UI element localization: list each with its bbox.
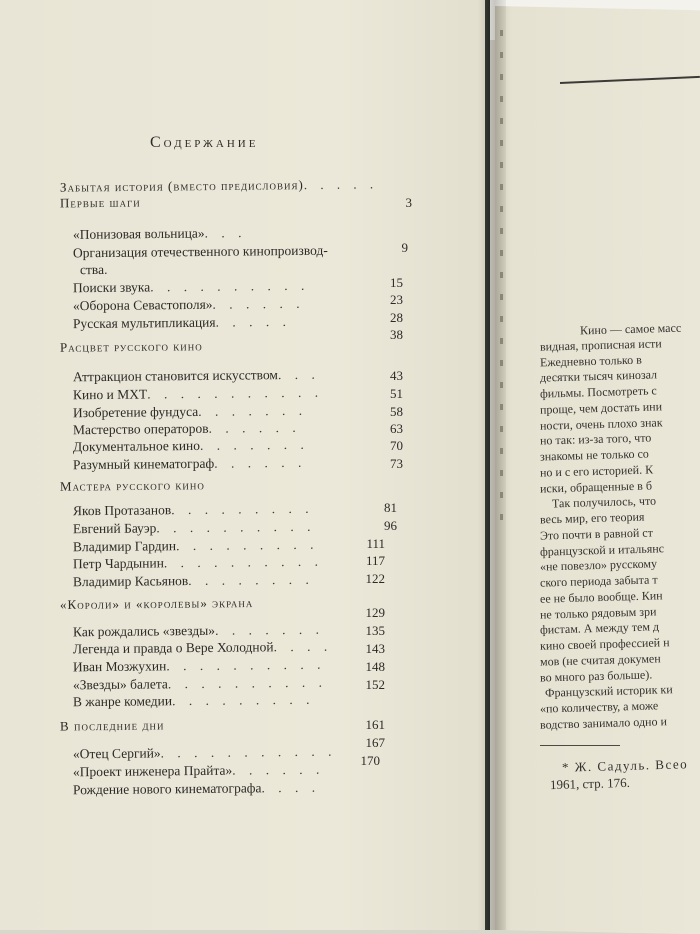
- toc-entry-label: Рождение нового кинематографа: [72, 780, 262, 798]
- right-page-line: «не повезло» русскому: [539, 556, 658, 574]
- binding-stitch: [500, 250, 503, 256]
- right-page-line: водство занимало одно и: [539, 713, 668, 732]
- toc-page-number: 28: [390, 310, 403, 325]
- toc-page-number: 148: [365, 659, 385, 674]
- toc-leader-dots: . . .: [277, 366, 320, 383]
- toc-entry-label: Организация отечественного кинопроизвод-: [72, 242, 328, 261]
- toc-leader-dots: . . . .: [261, 779, 321, 796]
- binding-stitch: [500, 514, 503, 520]
- toc-entry-label: Владимир Гардин: [72, 538, 177, 555]
- toc-entry: [73, 501, 314, 520]
- toc-entry: [73, 403, 307, 421]
- toc-entry-label: Аттракцион становится искусством: [72, 367, 279, 385]
- toc-entry-label: Мастера русского кино: [59, 477, 205, 494]
- toc-page-number: 143: [365, 641, 385, 656]
- binding-stitch: [500, 30, 503, 36]
- toc-entry: [73, 780, 320, 799]
- binding-stitch: [500, 228, 503, 234]
- toc-leader-dots: . . . . . . . . .: [171, 500, 314, 518]
- toc-entry-label: «Оборона Севастополя»: [72, 296, 213, 314]
- toc-entry: [73, 420, 301, 438]
- toc-entry: [73, 314, 291, 332]
- binding-stitch: [500, 382, 503, 388]
- binding-stitch: [500, 470, 503, 476]
- toc-entry-label: «Звезды» балета: [72, 676, 168, 693]
- right-page-line: весь мир, его теория: [539, 509, 645, 527]
- right-page-line: проще, чем достать ини: [539, 399, 663, 417]
- right-page-line: ности, очень плохо знак: [539, 414, 663, 433]
- toc-leader-dots: . . . . . . . . .: [172, 691, 315, 709]
- right-page-line: не только рядовым зри: [539, 603, 657, 622]
- right-page-line: Так получилось, что: [551, 493, 657, 511]
- toc-entry-label: «Отец Сергий»: [72, 745, 161, 762]
- binding-stitch: [500, 184, 503, 190]
- binding-stitch: [500, 404, 503, 410]
- binding-stitch: [500, 96, 503, 102]
- right-page-line: мов (не считая докумен: [539, 651, 661, 669]
- toc-leader-dots: . . . . . . . . . .: [163, 553, 324, 571]
- toc-entry: [73, 278, 309, 296]
- toc-entry-label: Разумный кинематограф: [72, 455, 215, 473]
- toc-entry: [73, 692, 315, 711]
- right-page-line: видная, прописная исти: [539, 336, 662, 354]
- toc-entry-label: «Короли» и «королевы» экрана: [59, 594, 254, 613]
- toc-entry-label: Изобретение фундуса: [72, 403, 199, 421]
- toc-entry-label: Евгений Бауэр: [72, 520, 157, 537]
- right-page-line: кино своей профессией н: [539, 635, 670, 653]
- toc-leader-dots: . . . . . .: [232, 761, 325, 778]
- toc-page-number: 70: [390, 438, 403, 453]
- toc-page-number: 23: [390, 292, 403, 307]
- toc-page-number: 73: [390, 456, 403, 471]
- toc-entry: [73, 296, 305, 314]
- toc-entry-label: Яков Протазанов: [72, 502, 172, 519]
- toc-page-number: 96: [384, 518, 397, 533]
- toc-page-number: 111: [366, 536, 385, 551]
- toc-leader-dots: . . . .: [273, 638, 333, 655]
- toc-page-number: 152: [365, 677, 385, 692]
- toc-entry: [73, 537, 319, 556]
- right-page-line: «по количеству, а може: [539, 698, 659, 716]
- toc-entry: [73, 455, 306, 473]
- toc-entry: [73, 744, 337, 763]
- toc-page-number: 81: [384, 500, 397, 515]
- toc-entry: [73, 762, 325, 781]
- toc-entry-label: Забытая история (вместо предисловия): [59, 177, 304, 195]
- right-page-line: иски, обращенные в б: [539, 477, 653, 496]
- toc-entry-label: Как рождались «звезды»: [72, 622, 216, 640]
- binding-stitch: [500, 140, 503, 146]
- toc-entry-label: Русская мультипликация: [72, 314, 216, 332]
- toc-section-heading: [60, 195, 141, 212]
- toc-entry: [73, 225, 247, 243]
- right-page-line: Французский историк ки: [544, 682, 673, 701]
- toc-section-heading: [60, 717, 165, 734]
- toc-section-heading: [60, 338, 203, 355]
- toc-entry: [73, 243, 328, 262]
- toc-leader-dots: . . . . . . . . . .: [167, 674, 328, 692]
- toc-entry: [73, 675, 327, 694]
- footnote-line: * Ж. Садуль. Всео: [561, 756, 689, 775]
- right-page-line: французской и итальянс: [539, 540, 665, 559]
- toc-entry-label: В последние дни: [59, 717, 165, 734]
- right-page-line: знакомы не только со: [539, 446, 649, 464]
- binding-stitch: [500, 316, 503, 322]
- toc-entry: [73, 622, 324, 641]
- right-page-line: фильмы. Посмотреть с: [539, 383, 657, 401]
- toc-title: Содержание: [150, 134, 259, 151]
- toc-leader-dots: . . . . .: [303, 176, 379, 193]
- toc-leader-dots: . . .: [204, 225, 247, 241]
- toc-leader-dots: . . . . . . . . .: [175, 536, 319, 554]
- toc-entry-label: Расцвет русского кино: [59, 338, 203, 355]
- toc-entry: [73, 554, 323, 573]
- toc-leader-dots: . . . . . . .: [198, 402, 308, 419]
- toc-page-number: 117: [365, 553, 385, 568]
- toc-leader-dots: . . . . . . . . . . .: [160, 743, 337, 761]
- toc-entry: [73, 367, 320, 386]
- toc-leader-dots: . . . . . . . . . . .: [147, 384, 324, 402]
- toc-page-number: 38: [390, 327, 403, 342]
- toc-entry-label: В жанре комедии: [72, 693, 173, 710]
- toc-leader-dots: . . . . . . .: [199, 436, 309, 453]
- binding-stitch: [500, 74, 503, 80]
- toc-page-number: 161: [365, 717, 385, 732]
- toc-page-number: 129: [365, 605, 385, 620]
- toc-entry-label: Петр Чардынин: [72, 555, 164, 572]
- right-page-line: во много раз больше).: [539, 666, 653, 685]
- toc-page-number: 58: [390, 404, 403, 419]
- toc-page-number: 15: [390, 275, 403, 290]
- toc-leader-dots: . . . . .: [215, 313, 292, 330]
- toc-leader-dots: .: [104, 261, 113, 277]
- toc-leader-dots: . . . . . . .: [214, 621, 324, 638]
- toc-page-number: 170: [360, 753, 380, 768]
- toc-page-number: 51: [390, 386, 403, 401]
- toc-leader-dots: . . . . . . . . . .: [166, 656, 326, 674]
- toc-section-heading: [60, 477, 205, 495]
- toc-entry: [73, 385, 323, 404]
- right-page-line: но и с его историей. К: [539, 462, 654, 480]
- right-page-line: Кино — самое масс: [579, 320, 682, 338]
- toc-entry-label: ства: [79, 261, 105, 278]
- right-page-line: десятки тысяч кинозал: [539, 367, 658, 385]
- toc-page-number: 122: [365, 571, 385, 586]
- binding-stitch: [500, 272, 503, 278]
- toc-leader-dots: . . . . . .: [214, 454, 307, 471]
- toc-entry: [73, 657, 326, 676]
- toc-section-heading: [60, 176, 378, 195]
- right-page-line: ского периода забыта т: [539, 572, 658, 590]
- toc-page-number: 43: [390, 368, 403, 383]
- toc-entry: [73, 572, 314, 591]
- toc-page-number: 63: [390, 421, 403, 436]
- toc-entry-label: Мастерство операторов: [72, 420, 209, 438]
- toc-entry: [73, 519, 316, 538]
- toc-entry-label: Первые шаги: [59, 194, 141, 211]
- binding-stitch: [500, 426, 503, 432]
- toc-entry-label: Легенда и правда о Вере Холодной: [72, 639, 274, 657]
- binding-stitch: [500, 492, 503, 498]
- right-page-line: Это почти в равной ст: [539, 525, 654, 543]
- toc-entry-label: Иван Мозжухин: [72, 658, 167, 675]
- binding-stitch: [500, 360, 503, 366]
- binding-stitch: [500, 162, 503, 168]
- footnote-line: 1961, стр. 176.: [549, 774, 631, 793]
- toc-entry-label: Документальное кино: [72, 437, 201, 455]
- toc-entry-label: «Проект инженера Прайта»: [72, 762, 233, 780]
- toc-entry: [73, 437, 309, 455]
- toc-leader-dots: . . . . . .: [212, 295, 305, 312]
- right-page-line: Ежедневно только в: [539, 352, 643, 369]
- toc-entry: [73, 639, 332, 658]
- binding-stitch: [500, 206, 503, 212]
- footnote-rule: [540, 745, 620, 746]
- binding-stitch: [500, 294, 503, 300]
- toc-entry: [80, 262, 113, 278]
- toc-leader-dots: . . . . . . . . . .: [156, 518, 316, 536]
- toc-page-number: 167: [365, 735, 385, 750]
- toc-leader-dots: . . . . . .: [208, 419, 301, 436]
- toc-entry-label: Кино и МХТ: [72, 386, 148, 403]
- right-page-line: фистам. А между тем д: [539, 619, 660, 637]
- toc-page-number: 135: [365, 623, 385, 638]
- binding-stitch: [500, 52, 503, 58]
- toc-page-number: 3: [405, 195, 412, 210]
- toc-entry-label: Поиски звука: [72, 279, 151, 296]
- toc-page-number: 9: [401, 240, 408, 255]
- binding-stitch: [500, 338, 503, 344]
- toc-section-heading: [60, 595, 254, 613]
- binding-stitch: [500, 118, 503, 124]
- binding-stitch: [500, 448, 503, 454]
- toc-entry-label: «Понизовая вольница»: [72, 225, 205, 242]
- toc-leader-dots: . . . . . . . .: [188, 571, 314, 589]
- toc-leader-dots: . . . . . . . . . .: [150, 277, 310, 295]
- toc-entry-label: Владимир Касьянов: [72, 573, 189, 590]
- right-page-line: ее не было вообще. Кин: [539, 588, 663, 606]
- right-page-line: но так: из-за того, что: [539, 430, 652, 448]
